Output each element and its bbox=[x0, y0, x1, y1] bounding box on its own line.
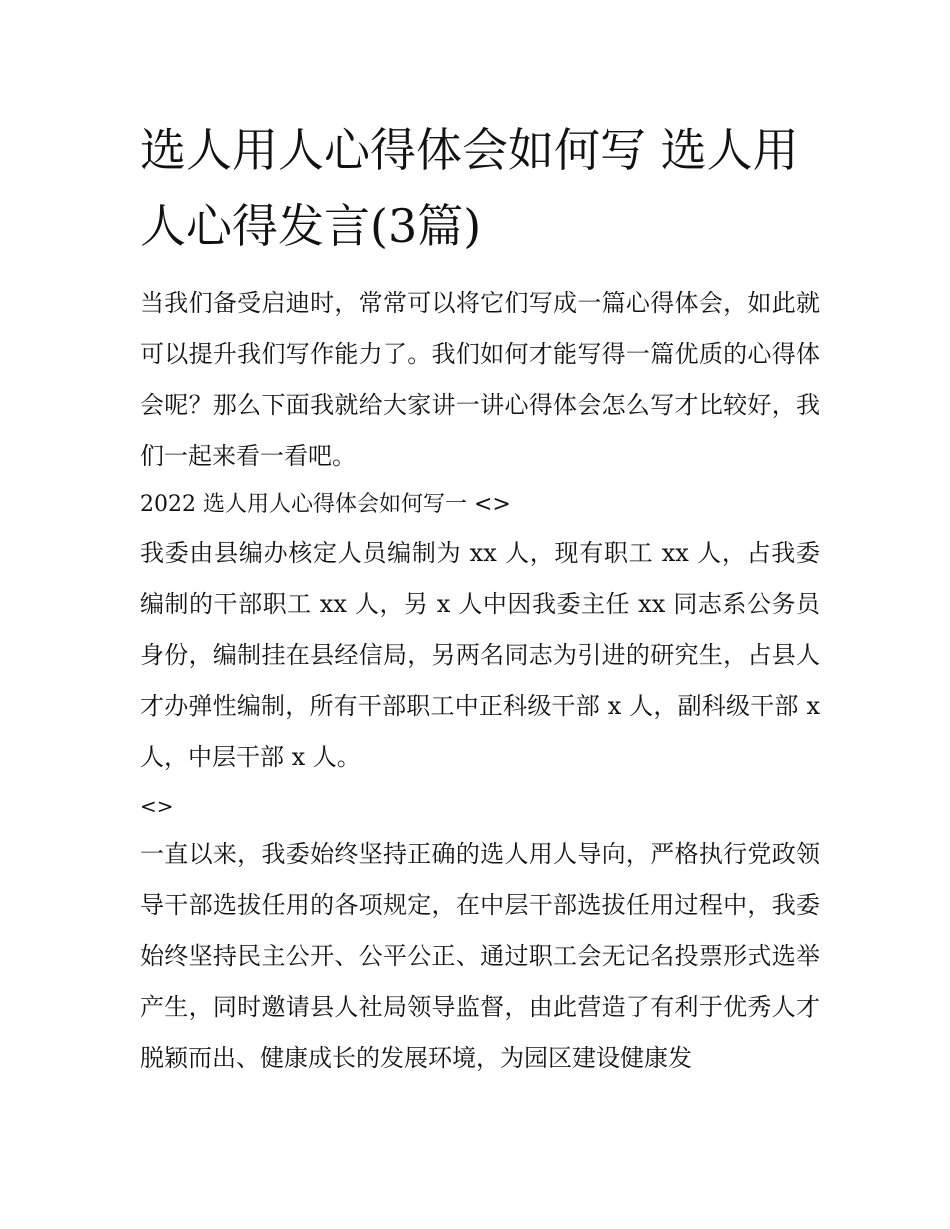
section-marker: <> bbox=[140, 794, 174, 818]
document-page bbox=[140, 112, 820, 1084]
intro-paragraph: 当我们备受启迪时，常常可以将它们写成一篇心得体会，如此就可以提升我们写作能力了。我们如何才能写得一篇优质的心得体会呢？那么下面我就给大家讲一讲心得体会怎么写才比较好，我们一起来看一看吧。 bbox=[140, 289, 820, 470]
section-heading: 2022 选人用人心得体会如何写一 <> bbox=[140, 492, 511, 517]
body-paragraph-2: 一直以来，我委始终坚持正确的选人用人导向，严格执行党政领导干部选拔任用的各项规定，在中层干部选拔任用过程中，我委始终坚持民主公开、公平公正、通过职工会无记名投票形式选举产生，同时邀请县人社局领导监督，由此营造了有利于优秀人才脱颖而出、健康成长的发展环境，为园区建设健康发 bbox=[140, 840, 820, 1072]
document-title: 选人用人心得体会如何写 选人用人心得发言(3篇) bbox=[140, 123, 799, 253]
body-paragraph-1: 我委由县编办核定人员编制为 xx 人，现有职工 xx 人，占我委编制的干部职工 xx 人，另 x 人中因我委主任 xx 同志系公务员身份，编制挂在县经信局，另两名同志为引进的研究生，占县人才办弹性编制，所有干部职工中正科级干部 x 人，副科级干部 x 人，中层干部 x 人。 bbox=[140, 539, 820, 771]
